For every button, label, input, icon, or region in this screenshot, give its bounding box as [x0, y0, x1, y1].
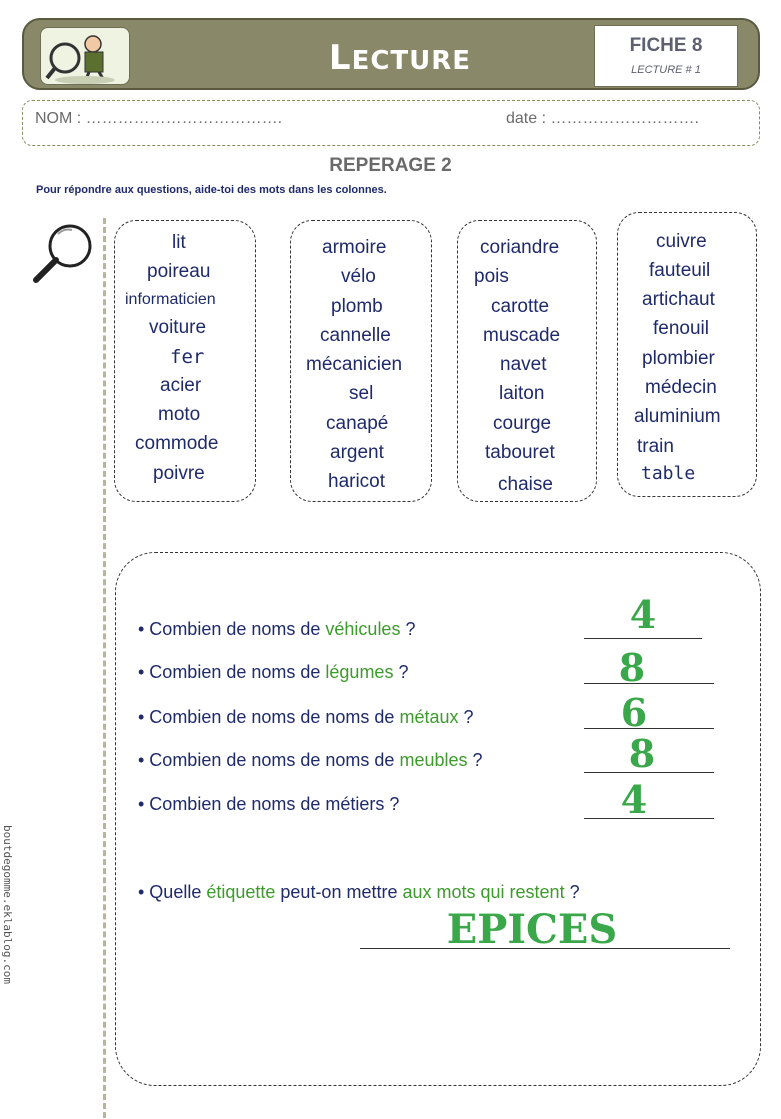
word: navet: [500, 354, 547, 375]
word: tabouret: [485, 442, 555, 463]
answer-vehicules: 4: [629, 592, 657, 637]
word: vélo: [341, 266, 376, 287]
answer-legumes: 8: [618, 645, 646, 690]
word: courge: [493, 413, 552, 434]
word: cannelle: [320, 325, 391, 346]
word: acier: [160, 375, 202, 396]
word: argent: [330, 442, 384, 463]
question-vehicules: • Combien de noms de véhicules ?: [138, 619, 416, 639]
word: haricot: [328, 471, 386, 492]
word: laiton: [499, 383, 545, 404]
question-meubles: • Combien de noms de noms de meubles ?: [138, 750, 483, 770]
word: médecin: [645, 377, 717, 398]
word: aluminium: [634, 406, 721, 427]
word: chaise: [498, 474, 553, 495]
word: canapé: [326, 413, 389, 434]
answer-metaux: 6: [620, 690, 648, 735]
word: cuivre: [656, 231, 707, 252]
word: coriandre: [480, 237, 560, 258]
magnifier-icon: [26, 222, 98, 288]
reading-character-icon: [40, 27, 130, 85]
word: muscade: [483, 325, 561, 346]
word: lit: [172, 232, 186, 253]
word: mécanicien: [306, 354, 403, 375]
answer-meubles: 8: [628, 731, 656, 776]
fiche-subtitle: LECTURE # 1: [631, 64, 701, 76]
word: armoire: [322, 237, 387, 258]
word: carotte: [491, 296, 550, 317]
date-field[interactable]: date : ……………………….: [506, 110, 699, 127]
answer-metiers: 4: [620, 777, 648, 822]
question-etiquette: • Quelle étiquette peut-on mettre aux mots qui restent ?: [138, 882, 580, 902]
margin-dashed-line: [103, 218, 106, 1118]
word: artichaut: [642, 289, 715, 310]
word: moto: [158, 404, 201, 425]
word: commode: [135, 433, 219, 454]
fiche-number: FICHE 8: [629, 35, 703, 56]
word: informaticien: [125, 291, 216, 308]
word: fenouil: [653, 318, 709, 339]
answer-line[interactable]: [584, 638, 702, 639]
nom-field[interactable]: NOM : ……………………………….: [35, 110, 283, 127]
word: fer: [170, 346, 205, 368]
word: plombier: [642, 348, 715, 369]
word: pois: [474, 266, 509, 287]
question-legumes: • Combien de noms de légumes ?: [138, 662, 409, 682]
word: fauteuil: [649, 260, 711, 281]
word: poivre: [153, 463, 205, 484]
word: table: [641, 463, 696, 484]
word: train: [637, 436, 674, 457]
section-heading: REPERAGE 2: [329, 155, 452, 176]
word: plomb: [331, 296, 383, 317]
word: voiture: [149, 317, 207, 338]
watermark-text: boutdegomme.eklablog.com: [1, 825, 14, 984]
word: sel: [349, 383, 374, 404]
question-metiers: • Combien de noms de métiers ?: [138, 794, 400, 814]
question-metaux: • Combien de noms de noms de métaux ?: [138, 707, 474, 727]
answer-etiquette: EPICES: [446, 906, 618, 953]
instruction-text: Pour répondre aux questions, aide-toi des mots dans les colonnes.: [36, 184, 387, 196]
word: poireau: [147, 261, 211, 282]
page-title: LECTURE: [328, 38, 472, 78]
